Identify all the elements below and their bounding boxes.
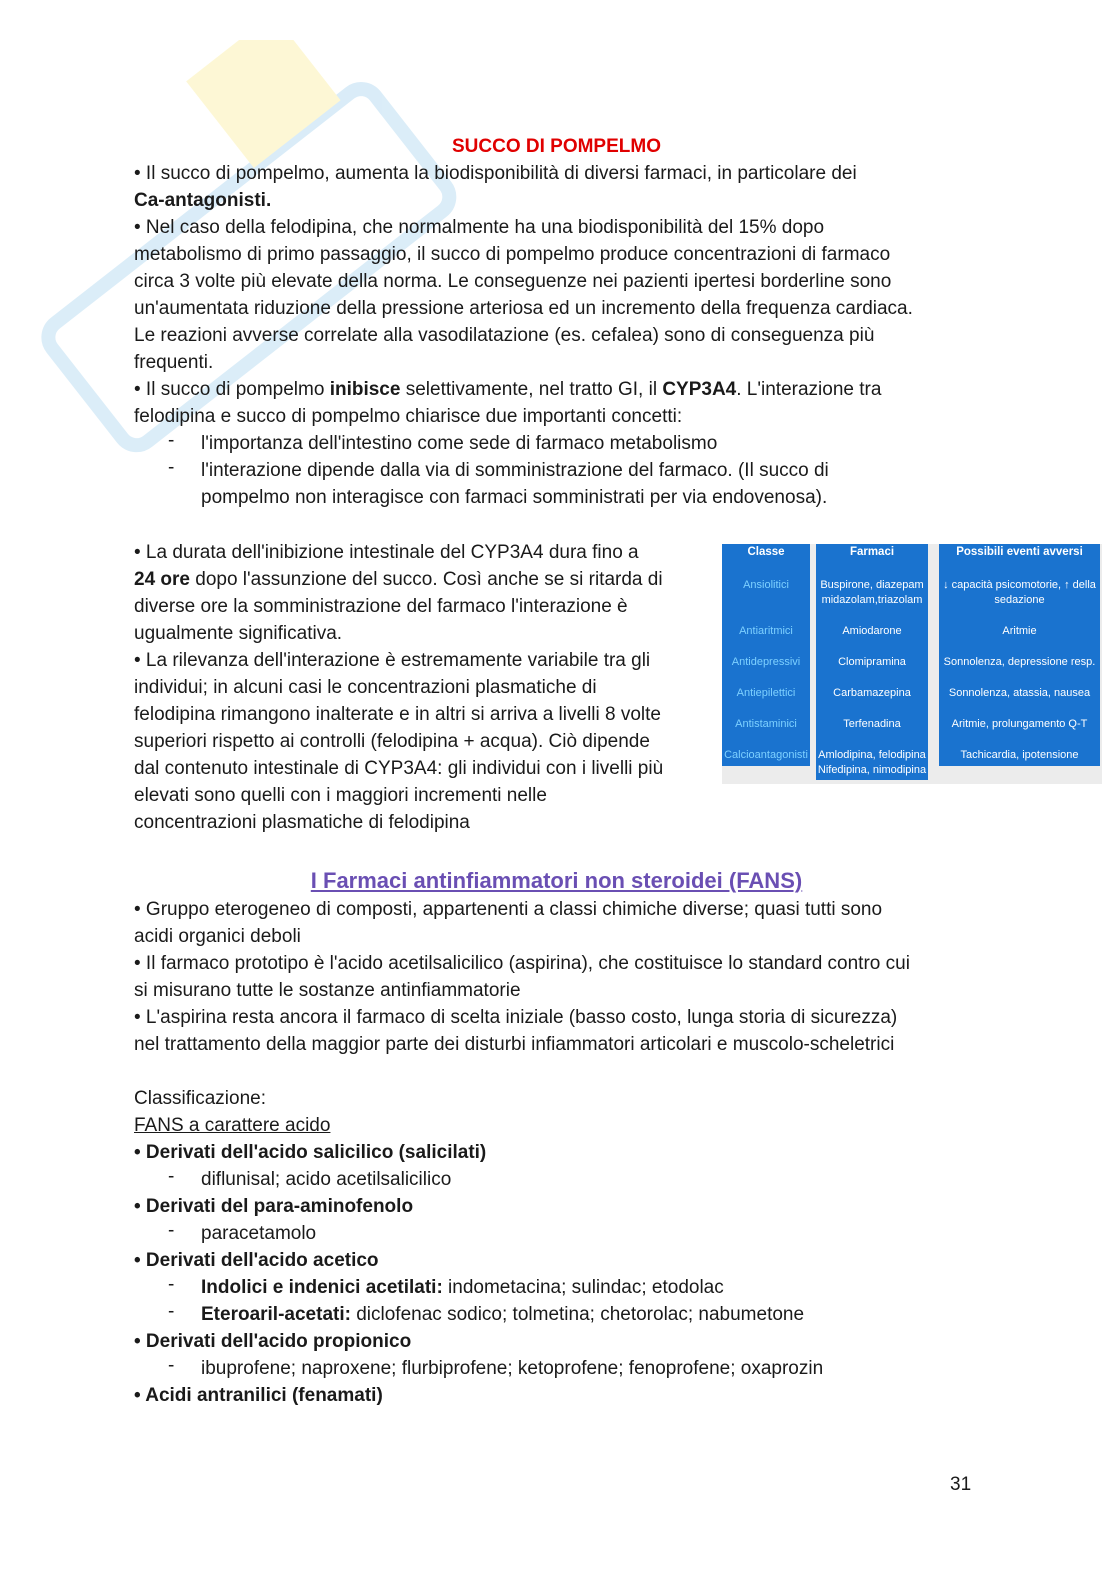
b3-cyp3a4: CYP3A4 bbox=[662, 379, 737, 400]
group-propionico-label: • Derivati dell'acido propionico bbox=[134, 1331, 412, 1352]
table-cell-classe: Antidepressivi bbox=[731, 656, 801, 668]
table-cell-farmaci: Terfenadina bbox=[843, 718, 901, 730]
grapefruit-bullet-5-line-4: superiori rispetto ai controlli (felodipina + acqua). Ciò dipende bbox=[134, 731, 650, 752]
fans-bullet-1-line-2: acidi organici deboli bbox=[134, 926, 301, 947]
table-cell-farmaci: Clomipramina bbox=[838, 656, 906, 668]
grapefruit-bullet-3-line-2: felodipina e succo di pompelmo chiarisce due importanti concetti: bbox=[134, 406, 683, 427]
table-cell-eventi: sedazione bbox=[994, 594, 1045, 606]
grapefruit-bullet-4-line-1: • La durata dell'inibizione intestinale del CYP3A4 dura fino a bbox=[134, 542, 639, 563]
dash-6: - bbox=[168, 1301, 175, 1322]
fans-bullet-2-line-2: si misurano tutte le sostanze antinfiammatorie bbox=[134, 980, 521, 1001]
grapefruit-bullet-2-line-5: Le reazioni avverse correlate alla vasodilatazione (es. cefalea) sono di conseguenza più bbox=[134, 325, 875, 346]
subpoint-2-line-1: l'interazione dipende dalla via di somministrazione del farmaco. (Il succo di bbox=[201, 460, 829, 481]
grapefruit-bullet-5-line-5: dal contenuto intestinale di CYP3A4: gli individui con i livelli più bbox=[134, 758, 664, 779]
table-cell-farmaci: Carbamazepina bbox=[833, 687, 911, 699]
grapefruit-bullet-1-line-2 bbox=[134, 187, 979, 214]
dash-7: - bbox=[168, 1355, 175, 1376]
b3-text-e: . L'interazione tra bbox=[736, 379, 882, 400]
group-salicilati-label: • Derivati dell'acido salicilico (salicilati) bbox=[134, 1142, 487, 1163]
group-paraaminofenolo-label: • Derivati del para-aminofenolo bbox=[134, 1196, 414, 1217]
24-ore-bold: 24 ore bbox=[134, 569, 190, 590]
grapefruit-bullet-2-line-2: metabolismo di primo passaggio, il succo di pompelmo produce concentrazioni di farmaco bbox=[134, 244, 891, 265]
dash-3: - bbox=[168, 1166, 175, 1187]
b4-line-2-text: dopo l'assunzione del succo. Così anche se si ritarda di bbox=[189, 569, 663, 590]
grapefruit-bullet-1-line-1: • Il succo di pompelmo, aumenta la biodisponibilità di diversi farmaci, in particolare dei bbox=[134, 163, 857, 184]
table-cell-eventi: Sonnolenza, depressione resp. bbox=[943, 656, 1096, 668]
table-cell-eventi: Tachicardia, ipotensione bbox=[960, 749, 1079, 761]
grapefruit-drug-table bbox=[722, 544, 1102, 784]
table-cell-classe: Calcioantagonisti bbox=[724, 749, 808, 761]
group-acetico bbox=[134, 1247, 979, 1274]
table-cell-farmaci: Amlodipina, felodipina bbox=[818, 749, 926, 761]
grapefruit-bullet-5-line-6: elevati sono quelli con i maggiori incrementi nelle bbox=[134, 785, 547, 806]
grapefruit-bullet-2-line-6: frequenti. bbox=[134, 352, 214, 373]
fans-bullet-3-line-2: nel trattamento della maggior parte dei disturbi infiammatori articolari e muscolo-scheletrici bbox=[134, 1034, 895, 1055]
dash-2: - bbox=[168, 457, 175, 478]
grapefruit-bullet-5-line-2: individui; in alcuni casi le concentrazioni plasmatiche di bbox=[134, 677, 597, 698]
fans-bullet-3-line-1: • L'aspirina resta ancora il farmaco di scelta iniziale (basso costo, lunga storia di sicurezza) bbox=[134, 1007, 898, 1028]
table-cell-classe: Antistaminici bbox=[735, 718, 797, 730]
table-cell-eventi: Sonnolenza, atassia, nausea bbox=[948, 687, 1091, 699]
fans-bullet-2-line-1: • Il farmaco prototipo è l'acido acetilsalicilico (aspirina), che costituisce lo standard contro cui bbox=[134, 953, 910, 974]
group-salicilati-item: diflunisal; acido acetilsalicilico bbox=[201, 1169, 452, 1190]
table-header-farmaci: Farmaci bbox=[849, 546, 895, 558]
group-paraaminofenolo bbox=[134, 1193, 979, 1220]
table-cell-farmaci: Amiodarone bbox=[842, 625, 902, 637]
grapefruit-bullet-4-line-3: diverse ore la somministrazione del farmaco l'interazione è bbox=[134, 596, 628, 617]
page-number: 31 bbox=[950, 1474, 972, 1495]
classification-label: Classificazione: bbox=[134, 1088, 266, 1109]
table-column-classe bbox=[722, 544, 810, 766]
grapefruit-bullet-3-line-1 bbox=[134, 376, 979, 403]
table-column-eventi bbox=[939, 544, 1100, 766]
table-cell-farmaci: Buspirone, diazepam bbox=[820, 579, 924, 591]
indolici-text: indometacina; sulindac; etodolac bbox=[442, 1277, 724, 1298]
table-header-eventi: Possibili eventi avversi bbox=[956, 546, 1083, 558]
eteroaril-text: diclofenac sodico; tolmetina; chetorolac; nabumetone bbox=[350, 1304, 805, 1325]
table-cell-classe: Antiepilettici bbox=[736, 687, 796, 699]
grapefruit-bullet-2-line-1: • Nel caso della felodipina, che normalmente ha una biodisponibilità del 15% dopo bbox=[134, 217, 825, 238]
table-cell-eventi: ↓ capacità psicomotorie, ↑ della bbox=[943, 579, 1096, 591]
fans-section-title: I Farmaci antinfiammatori non steroidei (FANS) bbox=[310, 868, 803, 893]
b3-text-a: • Il succo di pompelmo bbox=[134, 379, 330, 400]
group-salicilati bbox=[134, 1139, 979, 1166]
group-acetico-label: • Derivati dell'acido acetico bbox=[134, 1250, 379, 1271]
grapefruit-bullet-2-line-4: un'aumentata riduzione della pressione arteriosa ed un incremento della frequenza cardiaca. bbox=[134, 298, 913, 319]
grapefruit-bullet-5-line-1: • La rilevanza dell'interazione è estremamente variabile tra gli bbox=[134, 650, 651, 671]
group-paraaminofenolo-item: paracetamolo bbox=[201, 1223, 317, 1244]
dash-5: - bbox=[168, 1274, 175, 1295]
table-cell-eventi: Aritmie, prolungamento Q-T bbox=[951, 718, 1088, 730]
dash-4: - bbox=[168, 1220, 175, 1241]
group-acetico-item-1 bbox=[201, 1274, 724, 1301]
group-propionico-item: ibuprofene; naproxene; flurbiprofene; ketoprofene; fenoprofene; oxaprozin bbox=[201, 1358, 824, 1379]
table-column-farmaci bbox=[816, 544, 928, 780]
table-cell-farmaci: midazolam,triazolam bbox=[821, 594, 923, 606]
eteroaril-bold: Eteroaril-acetati: bbox=[201, 1304, 351, 1325]
group-antranilici bbox=[134, 1382, 979, 1409]
group-acetico-item-2 bbox=[201, 1301, 804, 1328]
indolici-bold: Indolici e indenici acetilati: bbox=[201, 1277, 443, 1298]
table-cell-eventi: Aritmie bbox=[1002, 625, 1037, 637]
group-antranilici-label: • Acidi antranilici (fenamati) bbox=[134, 1385, 383, 1406]
subpoint-1: l'importanza dell'intestino come sede di farmaco metabolismo bbox=[201, 433, 718, 454]
grapefruit-bullet-5-line-7: concentrazioni plasmatiche di felodipina bbox=[134, 812, 470, 833]
fans-bullet-1-line-1: • Gruppo eterogeneo di composti, appartenenti a classi chimiche diverse; quasi tutti sono bbox=[134, 899, 883, 920]
table-cell-classe: Ansiolitici bbox=[743, 579, 789, 591]
b3-text-c: selettivamente, nel tratto GI, il bbox=[400, 379, 663, 400]
table-header-classe: Classe bbox=[747, 546, 785, 558]
group-propionico bbox=[134, 1328, 979, 1355]
subpoint-2-line-2: pompelmo non interagisce con farmaci somministrati per via endovenosa). bbox=[201, 487, 828, 508]
grapefruit-bullet-4-line-4: ugualmente significativa. bbox=[134, 623, 343, 644]
classification-subtitle: FANS a carattere acido bbox=[134, 1115, 331, 1136]
grapefruit-title: SUCCO DI POMPELMO bbox=[451, 136, 661, 157]
ca-antagonisti-bold: Ca-antagonisti. bbox=[134, 190, 272, 211]
table-cell-classe: Antiaritmici bbox=[739, 625, 793, 637]
grapefruit-bullet-4-line-2 bbox=[134, 566, 714, 593]
dash-1: - bbox=[168, 430, 175, 451]
table-cell-farmaci: Nifedipina, nimodipina bbox=[817, 764, 927, 776]
grapefruit-bullet-2-line-3: circa 3 volte più elevate della norma. Le conseguenze nei pazienti ipertesi borderline sono bbox=[134, 271, 892, 292]
grapefruit-bullet-5-line-3: felodipina rimangono inalterate e in altri si arriva a livelli 8 volte bbox=[134, 704, 661, 725]
b3-inibisce: inibisce bbox=[329, 379, 401, 400]
